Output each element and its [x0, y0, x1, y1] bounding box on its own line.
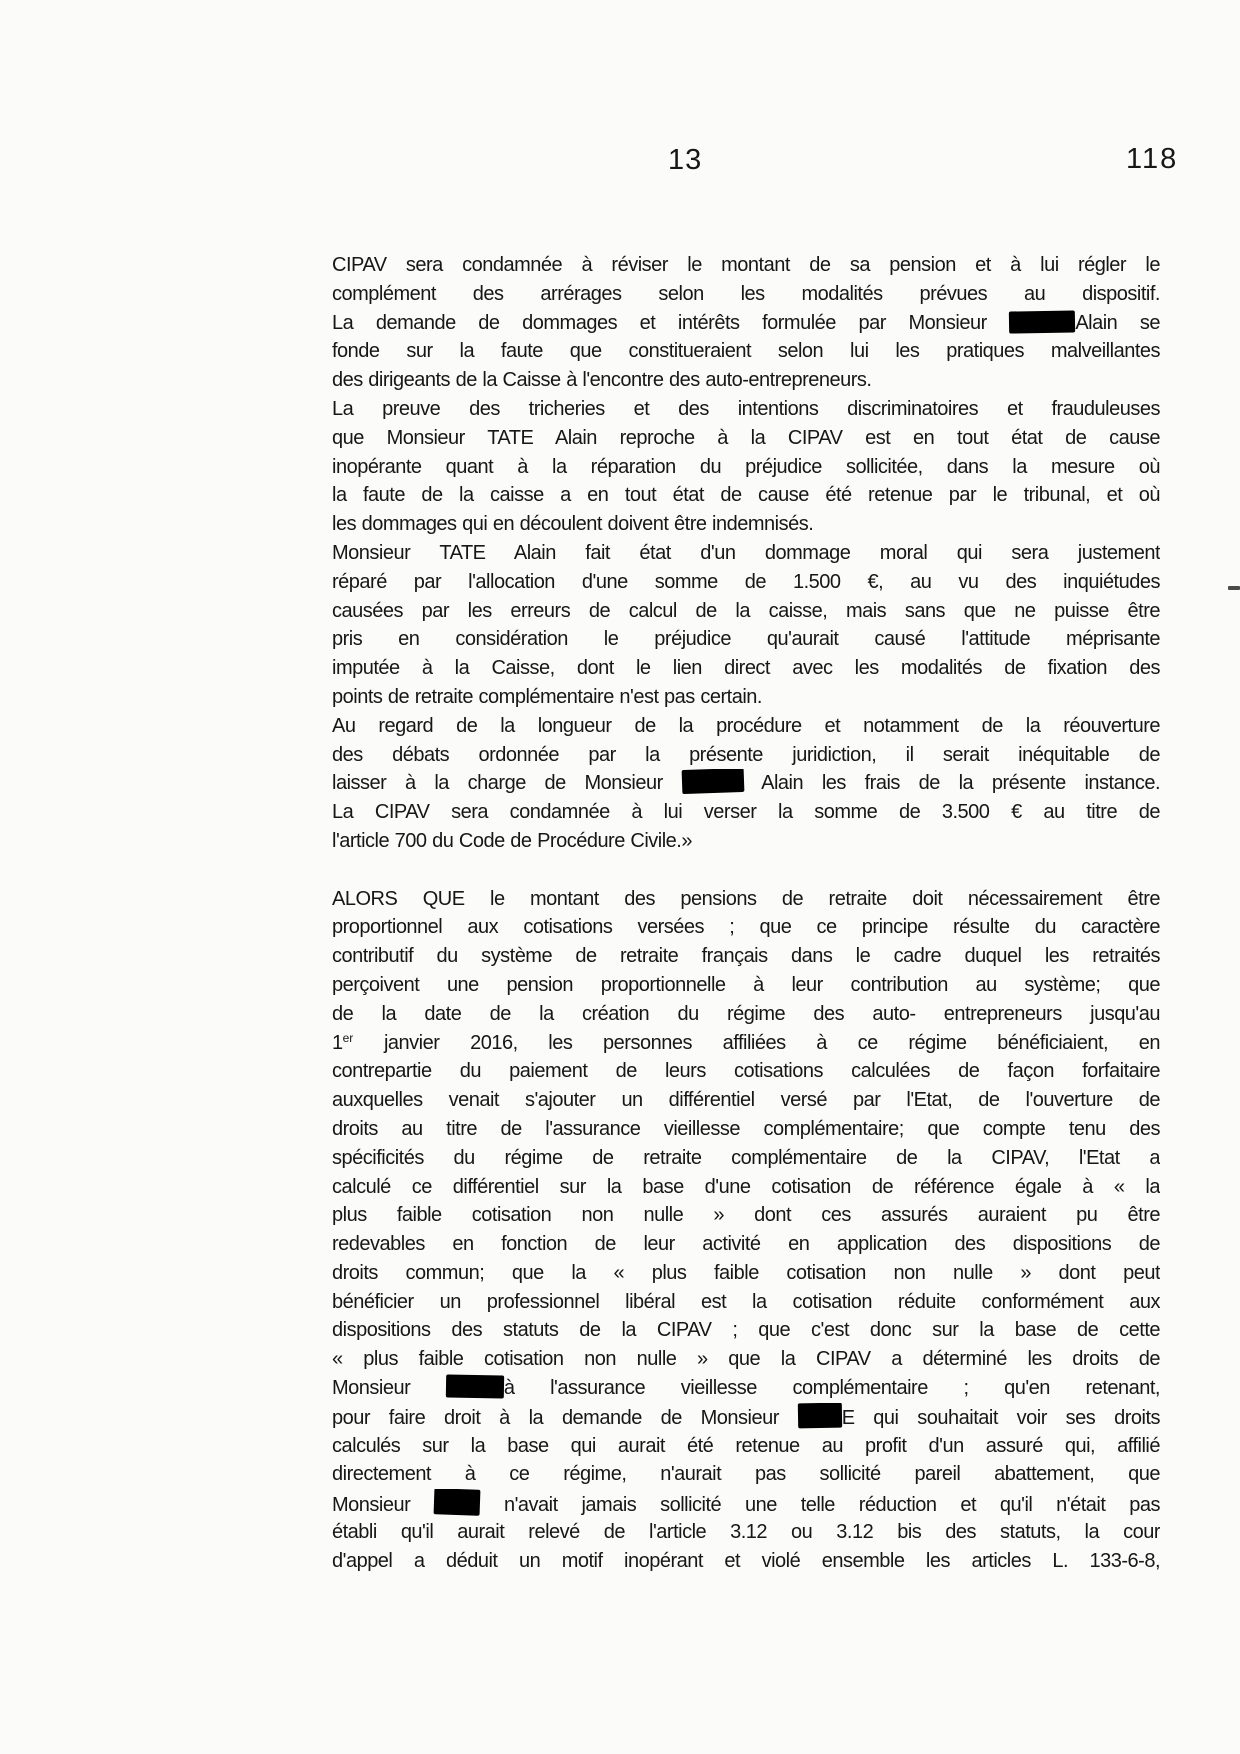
- paragraph-quoted-judgment: [332, 251, 1160, 856]
- text-line: Au regard de la longueur de la procédure et notamment de la réouverture: [332, 714, 1160, 737]
- text-line: calculé ce différentiel sur la base d'une cotisation de référence égale à « la: [332, 1175, 1160, 1198]
- text-line: fonde sur la faute que constitueraient selon lui les pratiques malveillantes: [332, 340, 1160, 363]
- text-line: bénéficier un professionnel libéral est la cotisation réduite conformément aux: [332, 1290, 1160, 1313]
- text-block: [332, 251, 1160, 1576]
- text-line: réparé par l'allocation d'une somme de 1.500 €, au vu des inquiétudes: [332, 570, 1160, 593]
- redaction-box: [434, 1489, 481, 1516]
- text-line: redevables en fonction de leur activité en application des dispositions de: [332, 1233, 1160, 1256]
- text-line: d'appel a déduit un motif inopérant et violé ensemble les articles L. 133-6-8,: [332, 1549, 1160, 1572]
- text-line: inopérante quant à la réparation du préjudice sollicitée, dans la mesure où: [332, 455, 1160, 478]
- folio-number: 118: [1126, 143, 1179, 175]
- text-line: directement à ce régime, n'aurait pas sollicité pareil abattement, que: [332, 1463, 1160, 1486]
- text-line: contributif du système de retraite français dans le cadre duquel les retraités: [332, 945, 1160, 968]
- text-line: de la date de la création du régime des auto- entrepreneurs jusqu'au: [332, 1002, 1160, 1025]
- text-line: ALORS QUE le montant des pensions de retraite doit nécessairement être: [332, 887, 1160, 910]
- page-number: 13: [668, 144, 703, 176]
- text-line: La CIPAV sera condamnée à lui verser la somme de 3.500 € au titre de: [332, 801, 1160, 824]
- text-line: les dommages qui en découlent doivent être indemnisés.: [332, 513, 814, 536]
- text-line: « plus faible cotisation non nulle » que la CIPAV a déterminé les droits de: [332, 1348, 1160, 1371]
- text-line: points de retraite complémentaire n'est pas certain.: [332, 685, 762, 708]
- text-line: des dirigeants de la Caisse à l'encontre des auto-entrepreneurs.: [332, 369, 872, 392]
- text-line: des débats ordonnée par la présente juridiction, il serait inéquitable de: [332, 743, 1160, 766]
- text-line: proportionnel aux cotisations versées ; que ce principe résulte du caractère: [332, 916, 1160, 939]
- text-line: laisser à la charge de Monsieur Alain les frais de la présente instance.: [332, 769, 1160, 798]
- text-line: La demande de dommages et intérêts formulée par Monsieur Alain se: [332, 311, 1160, 334]
- text-line: CIPAV sera condamnée à réviser le montant de sa pension et à lui régler le: [332, 254, 1160, 276]
- text-line: auxquelles venait s'ajouter un différentiel versé par l'Etat, de l'ouverture de: [332, 1089, 1160, 1112]
- text-line: pour faire droit à la demande de Monsieur E qui souhaitait voir ses droits: [332, 1403, 1160, 1432]
- text-line: l'article 700 du Code de Procédure Civile.»: [332, 829, 692, 852]
- superscript: er: [342, 1030, 354, 1045]
- text-line: Monsieur n'avait jamais sollicité une telle réduction et qu'il n'était pas: [332, 1489, 1160, 1518]
- text-line: la faute de la caisse a en tout état de cause été retenue par le tribunal, et où: [332, 484, 1160, 507]
- redaction-box: [797, 1403, 841, 1428]
- text-line: dispositions des statuts de la CIPAV ; que c'est donc sur la base de cette: [332, 1319, 1160, 1342]
- paragraph-alors-que: [332, 885, 1160, 1576]
- redaction-box: [1009, 310, 1075, 333]
- text-line: pris en considération le préjudice qu'aurait causé l'attitude méprisante: [332, 628, 1160, 651]
- text-line: droits au titre de l'assurance vieillesse complémentaire; que compte tenu des: [332, 1117, 1160, 1140]
- text-line: Monsieur TATE Alain fait état d'un dommage moral qui sera justement: [332, 541, 1160, 564]
- text-line: contrepartie du paiement de leurs cotisations calculées de façon forfaitaire: [332, 1060, 1160, 1083]
- text-line: calculés sur la base qui aurait été retenue au profit d'un assuré qui, affilié: [332, 1434, 1160, 1457]
- text-line: imputée à la Caisse, dont le lien direct avec les modalités de fixation des: [332, 657, 1160, 680]
- text-line: spécificités du régime de retraite complémentaire de la CIPAV, l'Etat a: [332, 1146, 1160, 1169]
- text-line: plus faible cotisation non nulle » dont ces assurés auraient pu être: [332, 1204, 1160, 1227]
- redaction-box: [446, 1375, 504, 1399]
- text-line: La preuve des tricheries et des intentions discriminatoires et frauduleuses: [332, 397, 1160, 420]
- text-line: 1er janvier 2016, les personnes affiliées à ce régime bénéficiaient, en: [332, 1030, 1160, 1054]
- text-line: droits commun; que la « plus faible cotisation non nulle » dont peut: [332, 1261, 1160, 1284]
- margin-mark: [1228, 586, 1240, 590]
- text-line: que Monsieur TATE Alain reproche à la CIPAV est en tout état de cause: [332, 426, 1160, 449]
- redaction-box: [681, 769, 744, 794]
- text-line: complément des arrérages selon les modalités prévues au dispositif.: [332, 282, 1160, 305]
- text-line: Monsieur à l'assurance vieillesse complémentaire ; qu'en retenant,: [332, 1374, 1160, 1403]
- text-line: perçoivent une pension proportionnelle à leur contribution au système; que: [332, 973, 1160, 996]
- text-line: établi qu'il aurait relevé de l'article 3.12 ou 3.12 bis des statuts, la cour: [332, 1521, 1160, 1544]
- text-line: causées par les erreurs de calcul de la caisse, mais sans que ne puisse être: [332, 599, 1160, 622]
